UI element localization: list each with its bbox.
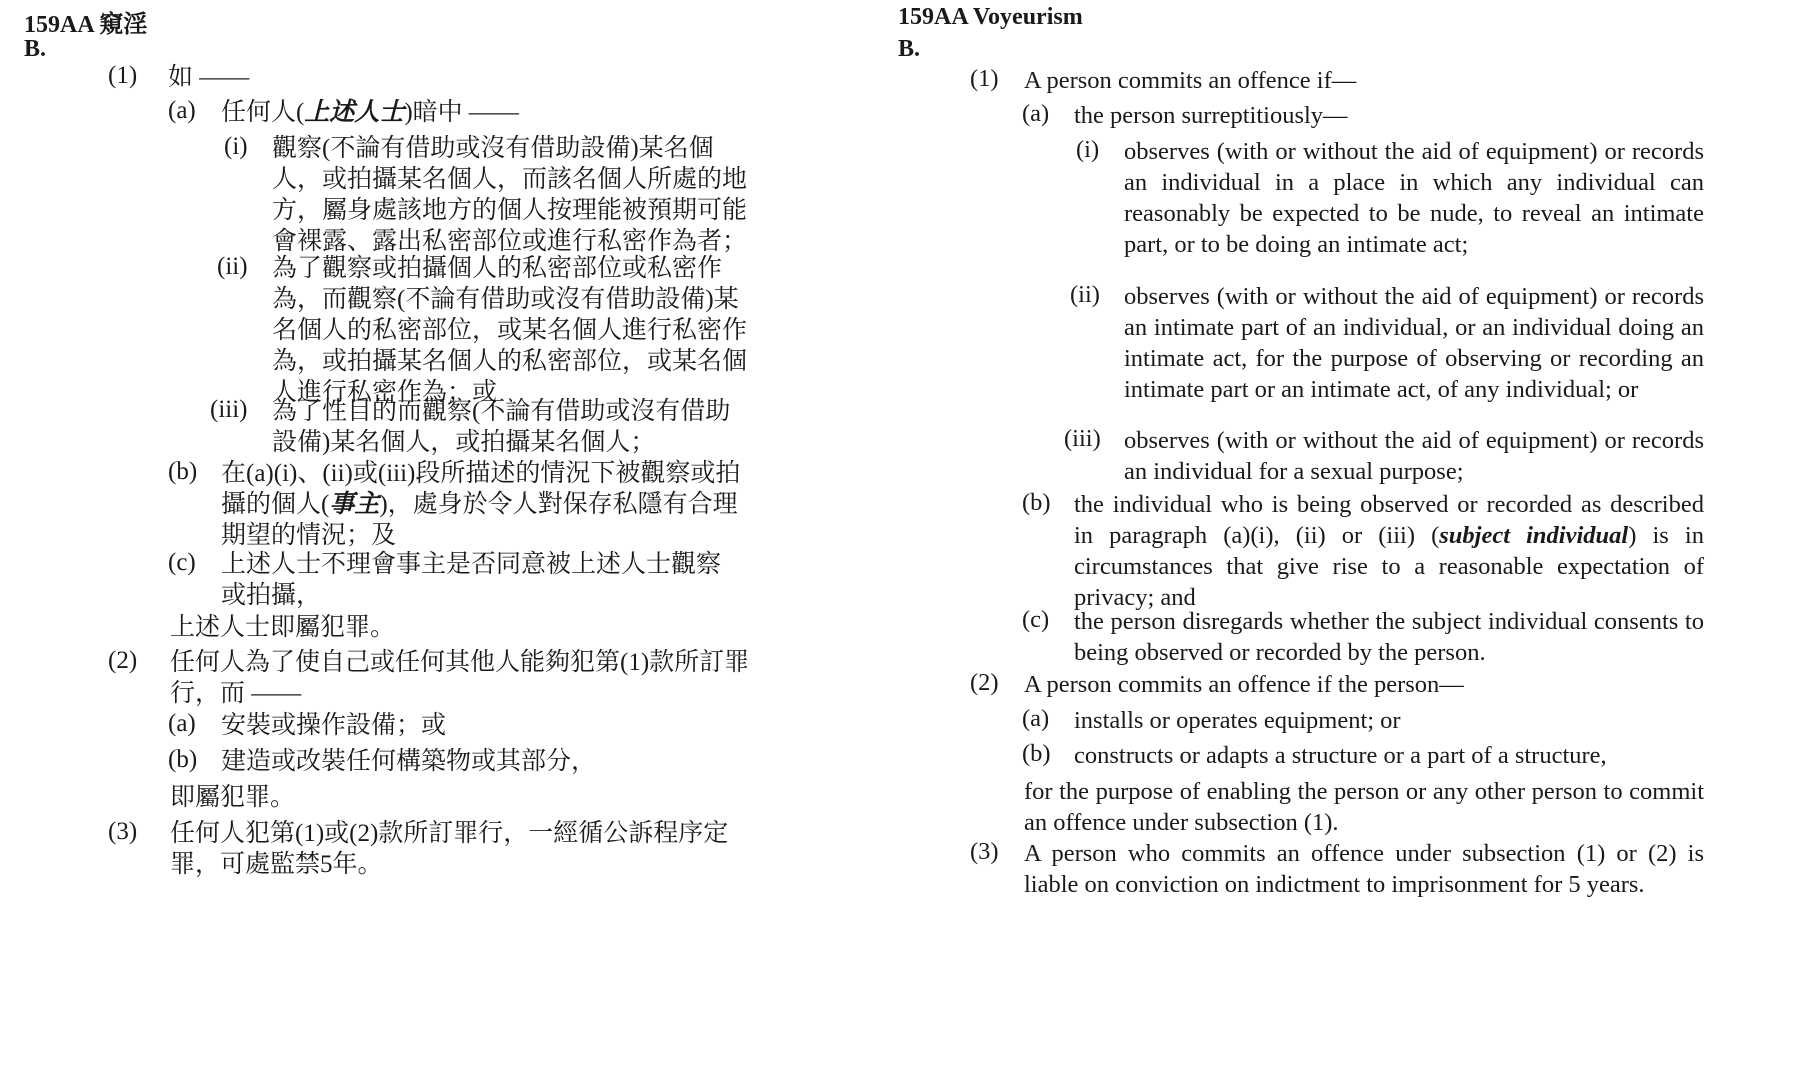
clause-number: (a)	[168, 97, 196, 124]
clause-text: A person who commits an offence under subsection (1) or (2) is liable on conviction on indictment to imprisonment for 5 years.	[1024, 840, 1704, 898]
clause-text: the individual who is being observed or recorded as described in paragraph (a)(i), (ii) or (iii) (subject individual) is in circumstances that give rise to a reasonable expectation of privacy; and	[1074, 491, 1704, 611]
clause-text: observes (with or without the aid of equipment) or records an individual in a place in which any individual can reasonably be expected to be nude, to reveal an intimate part, or to be doing an intimate act;	[1124, 138, 1704, 258]
clause-text: 上述人士即屬犯罪。	[170, 614, 396, 641]
clause-text: A person commits an offence if the person—	[1024, 671, 1464, 698]
clause-number: (3)	[108, 818, 138, 845]
section-title-en: 159AA Voyeurism	[898, 4, 1083, 30]
defined-term: subject individual	[1439, 522, 1629, 549]
clause-number: (a)	[1022, 705, 1050, 732]
clause-number: (b)	[1022, 489, 1051, 516]
clause-text: 觀察(不論有借助或沒有借助設備)某名個人，或拍攝某名個人，而該名個人所處的地方，屬身處該地方的個人按理能被預期可能會裸露、露出私密部位或進行私密作為者；	[272, 135, 748, 255]
clause-number: (i)	[1076, 136, 1100, 163]
clause-text: 為了性目的而觀察(不論有借助或沒有借助設備)某名個人，或拍攝某名個人；	[272, 398, 731, 456]
clause-text: 在(a)(i)、(ii)或(iii)段所描述的情況下被觀察或拍攝的個人(事主)，處身於令人對保存私隱有合理期望的情況；及	[221, 460, 741, 549]
clause-text: 任何人(上述人士)暗中 ——	[221, 99, 519, 126]
clause-number: (iii)	[210, 396, 248, 423]
clause-number: (b)	[1022, 740, 1051, 767]
clause-number: (ii)	[217, 253, 248, 280]
clause-number: (c)	[168, 549, 196, 576]
clause-text: 為了觀察或拍攝個人的私密部位或私密作為，而觀察(不論有借助或沒有借助設備)某名個人的私密部位，或某名個人進行私密作為，或拍攝某名個人的私密部位，或某名個人進行私密作為；或	[272, 255, 748, 406]
clause-number: (ii)	[1070, 281, 1100, 308]
defined-term: 事主	[329, 491, 380, 518]
clause-number: (2)	[970, 669, 999, 696]
clause-number: (1)	[108, 62, 138, 89]
part-label-en: B.	[898, 36, 921, 62]
clause-number: (a)	[168, 710, 196, 737]
clause-number: (iii)	[1064, 425, 1101, 452]
clause-text: 任何人犯第(1)或(2)款所訂罪行，一經循公訴程序定罪，可處監禁5年。	[170, 820, 729, 878]
clause-text: installs or operates equipment; or	[1074, 707, 1401, 734]
clause-number: (2)	[108, 647, 138, 674]
clause-text: observes (with or without the aid of equipment) or records an individual for a sexual purpose;	[1124, 427, 1704, 485]
clause-number: (b)	[168, 458, 198, 485]
clause-number: (c)	[1022, 606, 1050, 633]
clause-text: 即屬犯罪。	[170, 784, 296, 811]
clause-text: constructs or adapts a structure or a part of a structure,	[1074, 742, 1607, 769]
clause-number: (a)	[1022, 100, 1050, 127]
defined-term: 上述人士	[304, 99, 405, 126]
clause-text: observes (with or without the aid of equipment) or records an intimate part of an individual, or an individual doing an intimate act, for the purpose of observing or recording an intimate part or an intimate act, of any individual; or	[1124, 283, 1704, 403]
clause-text: A person commits an offence if—	[1024, 67, 1357, 94]
clause-text: the person disregards whether the subject individual consents to being observed or recorded by the person.	[1074, 608, 1704, 666]
clause-text: 安裝或操作設備；或	[221, 712, 447, 739]
part-label-zh: B.	[24, 36, 47, 62]
clause-text: for the purpose of enabling the person or any other person to commit an offence under subsection (1).	[1024, 778, 1704, 836]
clause-number: (1)	[970, 65, 999, 92]
clause-text: 任何人為了使自己或任何其他人能夠犯第(1)款所訂罪行，而 ——	[170, 649, 750, 707]
clause-text: the person surreptitiously—	[1074, 102, 1348, 129]
clause-number: (3)	[970, 838, 999, 865]
clause-text: 如 ——	[168, 64, 250, 91]
section-title-zh: 159AA 窺淫	[24, 12, 148, 38]
clause-text: 上述人士不理會事主是否同意被上述人士觀察或拍攝，	[221, 551, 722, 609]
clause-number: (b)	[168, 746, 198, 773]
clause-number: (i)	[224, 133, 248, 160]
clause-text: 建造或改裝任何構築物或其部分，	[221, 748, 597, 775]
